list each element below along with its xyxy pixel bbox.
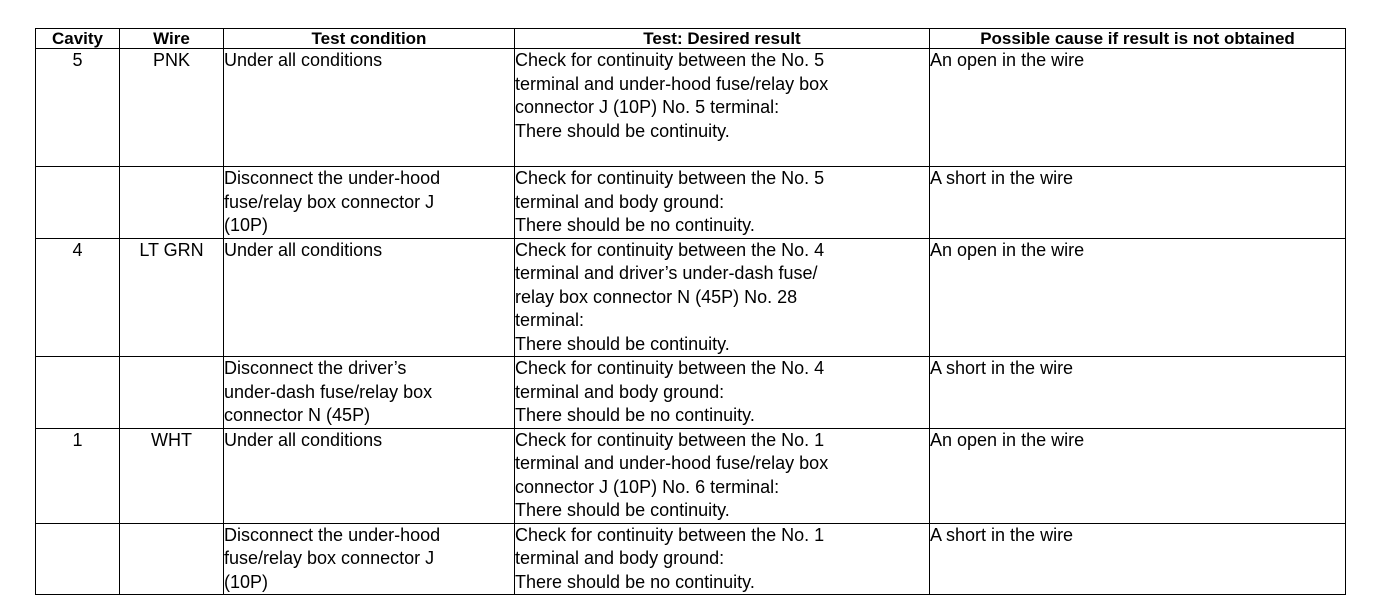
possible-cause-cell: A short in the wire — [930, 523, 1346, 595]
result-line: Check for continuity between the No. 1 — [515, 429, 825, 450]
header-possible-cause: Possible cause if result is not obtained — [930, 29, 1346, 49]
condition-line: fuse/relay box connector J — [224, 191, 435, 212]
possible-cause-cell: An open in the wire — [930, 428, 1346, 523]
result-line: There should be no continuity. — [515, 405, 755, 425]
table-row — [36, 167, 1346, 239]
condition-line: Disconnect the under-hood — [224, 168, 441, 188]
table-row — [36, 49, 1346, 167]
possible-cause-cell: A short in the wire — [930, 167, 1346, 239]
test-condition-cell — [224, 357, 515, 429]
condition-line: fuse/relay box connector J — [224, 548, 435, 568]
cavity-cell-continued — [36, 523, 120, 595]
desired-result-cell — [515, 167, 930, 239]
result-line: terminal and under-hood fuse/relay box — [515, 73, 829, 94]
cavity-cell: 4 — [36, 238, 120, 357]
desired-result-cell — [515, 49, 930, 167]
condition-line: Disconnect the under-hood — [224, 524, 441, 545]
wire-cell-continued — [120, 357, 224, 429]
cavity-cell-continued — [36, 357, 120, 429]
header-test-condition: Test condition — [224, 29, 515, 49]
possible-cause-cell: A short in the wire — [930, 357, 1346, 429]
wire-cell: PNK — [120, 49, 224, 167]
desired-result-cell — [515, 428, 930, 523]
condition-line: Under all conditions — [224, 50, 383, 70]
table-row — [36, 357, 1346, 429]
wire-cell-continued — [120, 523, 224, 595]
possible-cause-cell: An open in the wire — [930, 49, 1346, 167]
result-line: Check for continuity between the No. 4 — [515, 358, 825, 378]
condition-line: Disconnect the driver’s — [224, 358, 407, 378]
wire-cell-continued — [120, 167, 224, 239]
result-line: terminal and body ground: — [515, 548, 725, 568]
cavity-cell: 5 — [36, 49, 120, 167]
header-cavity: Cavity — [36, 29, 120, 49]
condition-line: (10P) — [224, 215, 269, 235]
test-condition-cell — [224, 523, 515, 595]
result-line: Check for continuity between the No. 4 — [515, 239, 825, 260]
wiring-test-table-container — [35, 28, 1345, 595]
condition-line: Under all conditions — [224, 239, 383, 260]
result-line: There should be continuity. — [515, 500, 730, 520]
condition-line: (10P) — [224, 571, 269, 592]
result-line: Check for continuity between the No. 1 — [515, 524, 825, 545]
table-row — [36, 428, 1346, 523]
result-line: terminal: — [515, 310, 585, 330]
result-line: There should be continuity. — [515, 120, 730, 141]
wiring-test-table — [35, 28, 1346, 595]
result-line: Check for continuity between the No. 5 — [515, 50, 825, 70]
result-line: relay box connector N (45P) No. 28 — [515, 286, 798, 307]
desired-result-cell — [515, 523, 930, 595]
cavity-cell: 1 — [36, 428, 120, 523]
condition-line: Under all conditions — [224, 429, 383, 450]
result-line: connector J (10P) No. 6 terminal: — [515, 476, 780, 497]
test-condition-cell — [224, 49, 515, 167]
table-row — [36, 523, 1346, 595]
test-condition-cell — [224, 167, 515, 239]
test-condition-cell — [224, 428, 515, 523]
desired-result-cell — [515, 238, 930, 357]
header-desired-result: Test: Desired result — [515, 29, 930, 49]
result-line: Check for continuity between the No. 5 — [515, 168, 825, 188]
result-line: There should be no continuity. — [515, 571, 755, 592]
wire-cell: WHT — [120, 428, 224, 523]
result-line: There should be no continuity. — [515, 215, 755, 235]
header-wire: Wire — [120, 29, 224, 49]
condition-line: under-dash fuse/relay box — [224, 381, 433, 402]
result-line: terminal and body ground: — [515, 191, 725, 212]
result-line: terminal and driver’s under-dash fuse/ — [515, 263, 818, 283]
cavity-cell-continued — [36, 167, 120, 239]
test-condition-cell — [224, 238, 515, 357]
result-line: There should be continuity. — [515, 333, 730, 354]
desired-result-cell — [515, 357, 930, 429]
table-row — [36, 238, 1346, 357]
result-line: connector J (10P) No. 5 terminal: — [515, 97, 780, 117]
header-row — [36, 29, 1346, 49]
wire-cell: LT GRN — [120, 238, 224, 357]
condition-line: connector N (45P) — [224, 405, 371, 425]
result-line: terminal and under-hood fuse/relay box — [515, 453, 829, 473]
result-line: terminal and body ground: — [515, 381, 725, 402]
possible-cause-cell: An open in the wire — [930, 238, 1346, 357]
